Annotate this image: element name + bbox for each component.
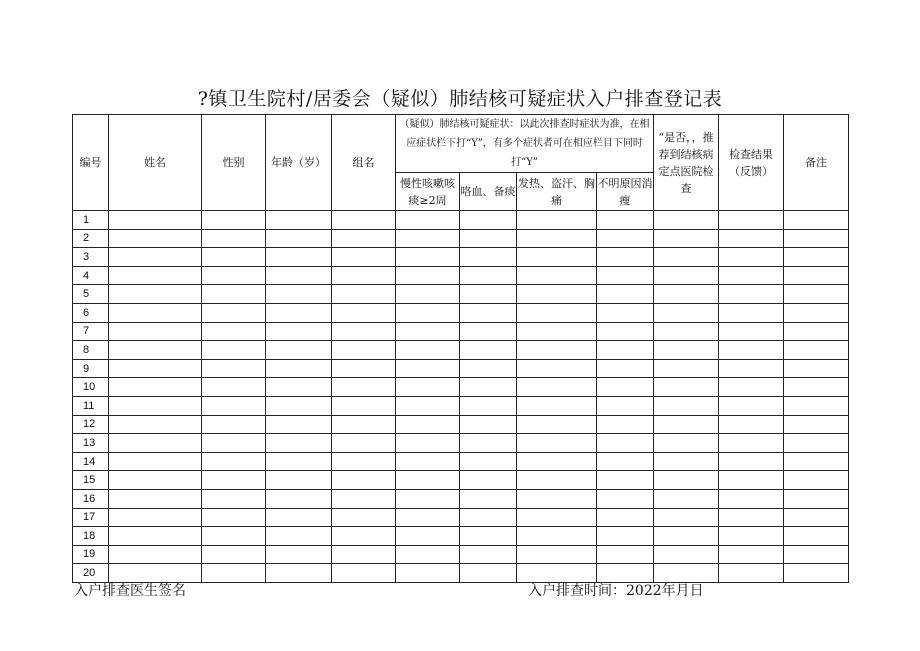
cell-referral[interactable] [654,341,719,360]
cell-symptom-fever[interactable] [517,378,597,397]
cell-symptom-cough[interactable] [396,378,460,397]
cell-symptom-cough[interactable] [396,415,460,434]
cell-referral[interactable] [654,248,719,267]
cell-group[interactable] [332,285,396,304]
cell-group[interactable] [332,322,396,341]
row-number: 10 [73,378,109,397]
cell-result[interactable] [719,508,784,527]
cell-gender[interactable] [202,322,266,341]
cell-symptom-weightloss[interactable] [597,359,654,378]
cell-symptom-fever[interactable] [517,452,597,471]
cell-group[interactable] [332,564,396,583]
cell-symptom-hemoptysis[interactable] [460,266,517,285]
cell-symptom-fever[interactable] [517,211,597,230]
header-remarks: 备注 [784,115,849,211]
cell-symptom-hemoptysis[interactable] [460,211,517,230]
cell-name[interactable] [109,266,202,285]
cell-symptom-weightloss[interactable] [597,545,654,564]
table-row [73,322,849,341]
cell-name[interactable] [109,248,202,267]
cell-gender[interactable] [202,489,266,508]
cell-age[interactable] [266,545,332,564]
cell-symptom-fever[interactable] [517,285,597,304]
cell-result[interactable] [719,415,784,434]
cell-remarks[interactable] [784,471,849,490]
cell-age[interactable] [266,359,332,378]
row-number: 19 [73,545,109,564]
cell-group[interactable] [332,229,396,248]
cell-name[interactable] [109,489,202,508]
cell-name[interactable] [109,434,202,453]
cell-remarks[interactable] [784,303,849,322]
cell-symptom-weightloss[interactable] [597,508,654,527]
cell-symptom-hemoptysis[interactable] [460,508,517,527]
header-age: 年龄（岁） [266,115,332,211]
cell-symptom-cough[interactable] [396,285,460,304]
header-name: 姓名 [109,115,202,211]
cell-referral[interactable] [654,471,719,490]
cell-remarks[interactable] [784,564,849,583]
cell-name[interactable] [109,508,202,527]
cell-referral[interactable] [654,489,719,508]
cell-symptom-cough[interactable] [396,471,460,490]
table-row [73,248,849,267]
cell-result[interactable] [719,211,784,230]
cell-age[interactable] [266,341,332,360]
cell-symptom-hemoptysis[interactable] [460,378,517,397]
cell-symptom-weightloss[interactable] [597,452,654,471]
header-result: 检查结果（反馈） [719,115,784,211]
table-row [73,545,849,564]
cell-remarks[interactable] [784,545,849,564]
cell-name[interactable] [109,527,202,546]
cell-result[interactable] [719,303,784,322]
cell-name[interactable] [109,378,202,397]
table-row [73,527,849,546]
cell-gender[interactable] [202,359,266,378]
table-row [73,434,849,453]
cell-age[interactable] [266,378,332,397]
cell-symptom-weightloss[interactable] [597,341,654,360]
cell-name[interactable] [109,322,202,341]
row-number: 18 [73,527,109,546]
cell-symptom-hemoptysis[interactable] [460,489,517,508]
cell-symptom-hemoptysis[interactable] [460,248,517,267]
cell-referral[interactable] [654,415,719,434]
cell-symptom-weightloss[interactable] [597,322,654,341]
table-row [73,508,849,527]
cell-symptom-cough[interactable] [396,341,460,360]
cell-result[interactable] [719,266,784,285]
cell-age[interactable] [266,322,332,341]
table-row [73,341,849,360]
cell-gender[interactable] [202,266,266,285]
registration-table [72,114,849,583]
header-referral: “是否，，推荐到结核病定点医院检查 [654,115,719,211]
cell-symptom-cough[interactable] [396,545,460,564]
cell-result[interactable] [719,564,784,583]
row-number: 12 [73,415,109,434]
cell-group[interactable] [332,508,396,527]
cell-symptom-hemoptysis[interactable] [460,527,517,546]
cell-gender[interactable] [202,527,266,546]
row-number: 13 [73,434,109,453]
table-row [73,415,849,434]
cell-symptom-hemoptysis[interactable] [460,564,517,583]
cell-age[interactable] [266,248,332,267]
header-symptom-weightloss: 不明原因消瘦 [597,173,654,211]
cell-remarks[interactable] [784,266,849,285]
cell-gender[interactable] [202,285,266,304]
cell-result[interactable] [719,229,784,248]
cell-symptom-weightloss[interactable] [597,434,654,453]
cell-symptom-fever[interactable] [517,396,597,415]
cell-group[interactable] [332,471,396,490]
cell-symptom-weightloss[interactable] [597,266,654,285]
cell-referral[interactable] [654,545,719,564]
cell-result[interactable] [719,545,784,564]
cell-age[interactable] [266,527,332,546]
cell-result[interactable] [719,396,784,415]
cell-name[interactable] [109,415,202,434]
cell-age[interactable] [266,211,332,230]
cell-symptom-hemoptysis[interactable] [460,396,517,415]
cell-remarks[interactable] [784,229,849,248]
row-number: 14 [73,452,109,471]
cell-symptom-hemoptysis[interactable] [460,229,517,248]
header-symptom-fever: 发热、盗汗、胸痛 [517,173,597,211]
cell-age[interactable] [266,415,332,434]
cell-symptom-fever[interactable] [517,489,597,508]
cell-gender[interactable] [202,303,266,322]
cell-result[interactable] [719,471,784,490]
row-number: 5 [73,285,109,304]
cell-age[interactable] [266,396,332,415]
row-number: 8 [73,341,109,360]
cell-remarks[interactable] [784,248,849,267]
cell-group[interactable] [332,396,396,415]
cell-symptom-cough[interactable] [396,396,460,415]
cell-symptom-fever[interactable] [517,229,597,248]
cell-remarks[interactable] [784,322,849,341]
cell-symptom-cough[interactable] [396,248,460,267]
header-gender: 性别 [202,115,266,211]
cell-symptom-hemoptysis[interactable] [460,359,517,378]
cell-referral[interactable] [654,508,719,527]
cell-symptom-fever[interactable] [517,527,597,546]
cell-symptom-cough[interactable] [396,211,460,230]
cell-symptom-cough[interactable] [396,266,460,285]
row-number: 16 [73,489,109,508]
cell-gender[interactable] [202,564,266,583]
cell-remarks[interactable] [784,378,849,397]
cell-referral[interactable] [654,211,719,230]
table-row [73,564,849,583]
cell-symptom-fever[interactable] [517,303,597,322]
cell-gender[interactable] [202,211,266,230]
cell-symptom-hemoptysis[interactable] [460,471,517,490]
doctor-signature-label: 入户排查医生签名 [74,583,186,599]
cell-referral[interactable] [654,378,719,397]
row-number: 17 [73,508,109,527]
cell-result[interactable] [719,527,784,546]
cell-referral[interactable] [654,434,719,453]
table-row [73,266,849,285]
cell-symptom-fever[interactable] [517,341,597,360]
cell-gender[interactable] [202,341,266,360]
cell-symptom-cough[interactable] [396,434,460,453]
cell-symptom-weightloss[interactable] [597,396,654,415]
row-number: 4 [73,266,109,285]
cell-gender[interactable] [202,248,266,267]
cell-group[interactable] [332,527,396,546]
cell-remarks[interactable] [784,508,849,527]
cell-symptom-fever[interactable] [517,415,597,434]
cell-remarks[interactable] [784,211,849,230]
row-number: 7 [73,322,109,341]
cell-gender[interactable] [202,545,266,564]
cell-remarks[interactable] [784,489,849,508]
header-symptom-hemoptysis: 咯血、备痰 [460,173,517,211]
cell-symptom-cough[interactable] [396,303,460,322]
cell-referral[interactable] [654,527,719,546]
row-number: 3 [73,248,109,267]
cell-remarks[interactable] [784,527,849,546]
cell-name[interactable] [109,359,202,378]
cell-symptom-weightloss[interactable] [597,303,654,322]
cell-result[interactable] [719,489,784,508]
cell-name[interactable] [109,211,202,230]
cell-symptom-cough[interactable] [396,564,460,583]
cell-symptom-cough[interactable] [396,489,460,508]
row-number: 1 [73,211,109,230]
cell-symptom-hemoptysis[interactable] [460,434,517,453]
cell-age[interactable] [266,489,332,508]
cell-group[interactable] [332,359,396,378]
row-number: 2 [73,229,109,248]
cell-symptom-fever[interactable] [517,471,597,490]
cell-name[interactable] [109,229,202,248]
cell-symptom-fever[interactable] [517,322,597,341]
cell-remarks[interactable] [784,452,849,471]
table-row [73,471,849,490]
cell-group[interactable] [332,248,396,267]
cell-symptom-hemoptysis[interactable] [460,452,517,471]
cell-remarks[interactable] [784,415,849,434]
cell-symptom-weightloss[interactable] [597,378,654,397]
cell-name[interactable] [109,341,202,360]
cell-gender[interactable] [202,378,266,397]
cell-name[interactable] [109,545,202,564]
cell-age[interactable] [266,285,332,304]
table-row [73,452,849,471]
cell-symptom-weightloss[interactable] [597,248,654,267]
cell-symptom-fever[interactable] [517,434,597,453]
cell-referral[interactable] [654,303,719,322]
cell-gender[interactable] [202,229,266,248]
cell-referral[interactable] [654,266,719,285]
cell-age[interactable] [266,303,332,322]
cell-referral[interactable] [654,229,719,248]
cell-group[interactable] [332,434,396,453]
table-row [73,378,849,397]
table-row [73,489,849,508]
table-row [73,359,849,378]
form-title: ?镇卫生院村/居委会（疑似）肺结核可疑症状入户排查登记表 [197,88,723,110]
cell-referral[interactable] [654,285,719,304]
cell-result[interactable] [719,452,784,471]
cell-gender[interactable] [202,471,266,490]
cell-name[interactable] [109,396,202,415]
cell-symptom-weightloss[interactable] [597,489,654,508]
cell-group[interactable] [332,266,396,285]
cell-group[interactable] [332,452,396,471]
cell-remarks[interactable] [784,285,849,304]
cell-result[interactable] [719,285,784,304]
cell-symptom-hemoptysis[interactable] [460,415,517,434]
cell-symptom-hemoptysis[interactable] [460,285,517,304]
row-number: 15 [73,471,109,490]
table-row [73,303,849,322]
table-row [73,211,849,230]
cell-name[interactable] [109,285,202,304]
header-symptom-cough: 慢性咳嗽咳痰≥2周 [396,173,460,211]
row-number: 11 [73,396,109,415]
cell-symptom-weightloss[interactable] [597,211,654,230]
cell-name[interactable] [109,452,202,471]
cell-age[interactable] [266,452,332,471]
cell-age[interactable] [266,508,332,527]
cell-symptom-hemoptysis[interactable] [460,545,517,564]
cell-group[interactable] [332,545,396,564]
header-symptoms-group: （疑似）肺结核可疑症状：以此次排查时症状为准，在相应症状栏下打“Y”，有多个症状者可在相应栏目下同时打“Y” [396,115,654,173]
cell-result[interactable] [719,434,784,453]
cell-remarks[interactable] [784,341,849,360]
cell-referral[interactable] [654,359,719,378]
row-number: 9 [73,359,109,378]
cell-symptom-weightloss[interactable] [597,285,654,304]
header-row-1 [73,115,849,173]
cell-symptom-hemoptysis[interactable] [460,322,517,341]
cell-referral[interactable] [654,322,719,341]
cell-symptom-cough[interactable] [396,508,460,527]
cell-age[interactable] [266,471,332,490]
header-group: 组名 [332,115,396,211]
cell-symptom-weightloss[interactable] [597,229,654,248]
cell-gender[interactable] [202,452,266,471]
cell-gender[interactable] [202,508,266,527]
cell-symptom-cough[interactable] [396,229,460,248]
cell-age[interactable] [266,564,332,583]
cell-symptom-fever[interactable] [517,359,597,378]
row-number: 20 [73,564,109,583]
cell-symptom-fever[interactable] [517,508,597,527]
cell-group[interactable] [332,489,396,508]
cell-symptom-cough[interactable] [396,322,460,341]
cell-name[interactable] [109,303,202,322]
cell-symptom-fever[interactable] [517,248,597,267]
cell-result[interactable] [719,341,784,360]
cell-age[interactable] [266,266,332,285]
table-row [73,285,849,304]
cell-name[interactable] [109,471,202,490]
cell-symptom-fever[interactable] [517,266,597,285]
cell-remarks[interactable] [784,396,849,415]
cell-symptom-cough[interactable] [396,452,460,471]
cell-symptom-hemoptysis[interactable] [460,341,517,360]
cell-result[interactable] [719,378,784,397]
cell-symptom-weightloss[interactable] [597,471,654,490]
cell-symptom-weightloss[interactable] [597,415,654,434]
table-row [73,396,849,415]
cell-age[interactable] [266,434,332,453]
cell-gender[interactable] [202,415,266,434]
cell-result[interactable] [719,248,784,267]
cell-symptom-fever[interactable] [517,545,597,564]
cell-result[interactable] [719,359,784,378]
cell-group[interactable] [332,378,396,397]
cell-symptom-hemoptysis[interactable] [460,303,517,322]
cell-remarks[interactable] [784,359,849,378]
cell-group[interactable] [332,211,396,230]
cell-age[interactable] [266,229,332,248]
row-number: 6 [73,303,109,322]
table-row [73,229,849,248]
cell-group[interactable] [332,415,396,434]
cell-remarks[interactable] [784,434,849,453]
cell-gender[interactable] [202,434,266,453]
cell-referral[interactable] [654,396,719,415]
survey-time-label: 入户排查时间：2022年月日 [528,583,704,599]
cell-symptom-cough[interactable] [396,359,460,378]
cell-result[interactable] [719,322,784,341]
cell-gender[interactable] [202,396,266,415]
cell-referral[interactable] [654,452,719,471]
cell-symptom-weightloss[interactable] [597,527,654,546]
header-number: 编号 [73,115,109,211]
cell-group[interactable] [332,341,396,360]
cell-symptom-cough[interactable] [396,527,460,546]
cell-group[interactable] [332,303,396,322]
